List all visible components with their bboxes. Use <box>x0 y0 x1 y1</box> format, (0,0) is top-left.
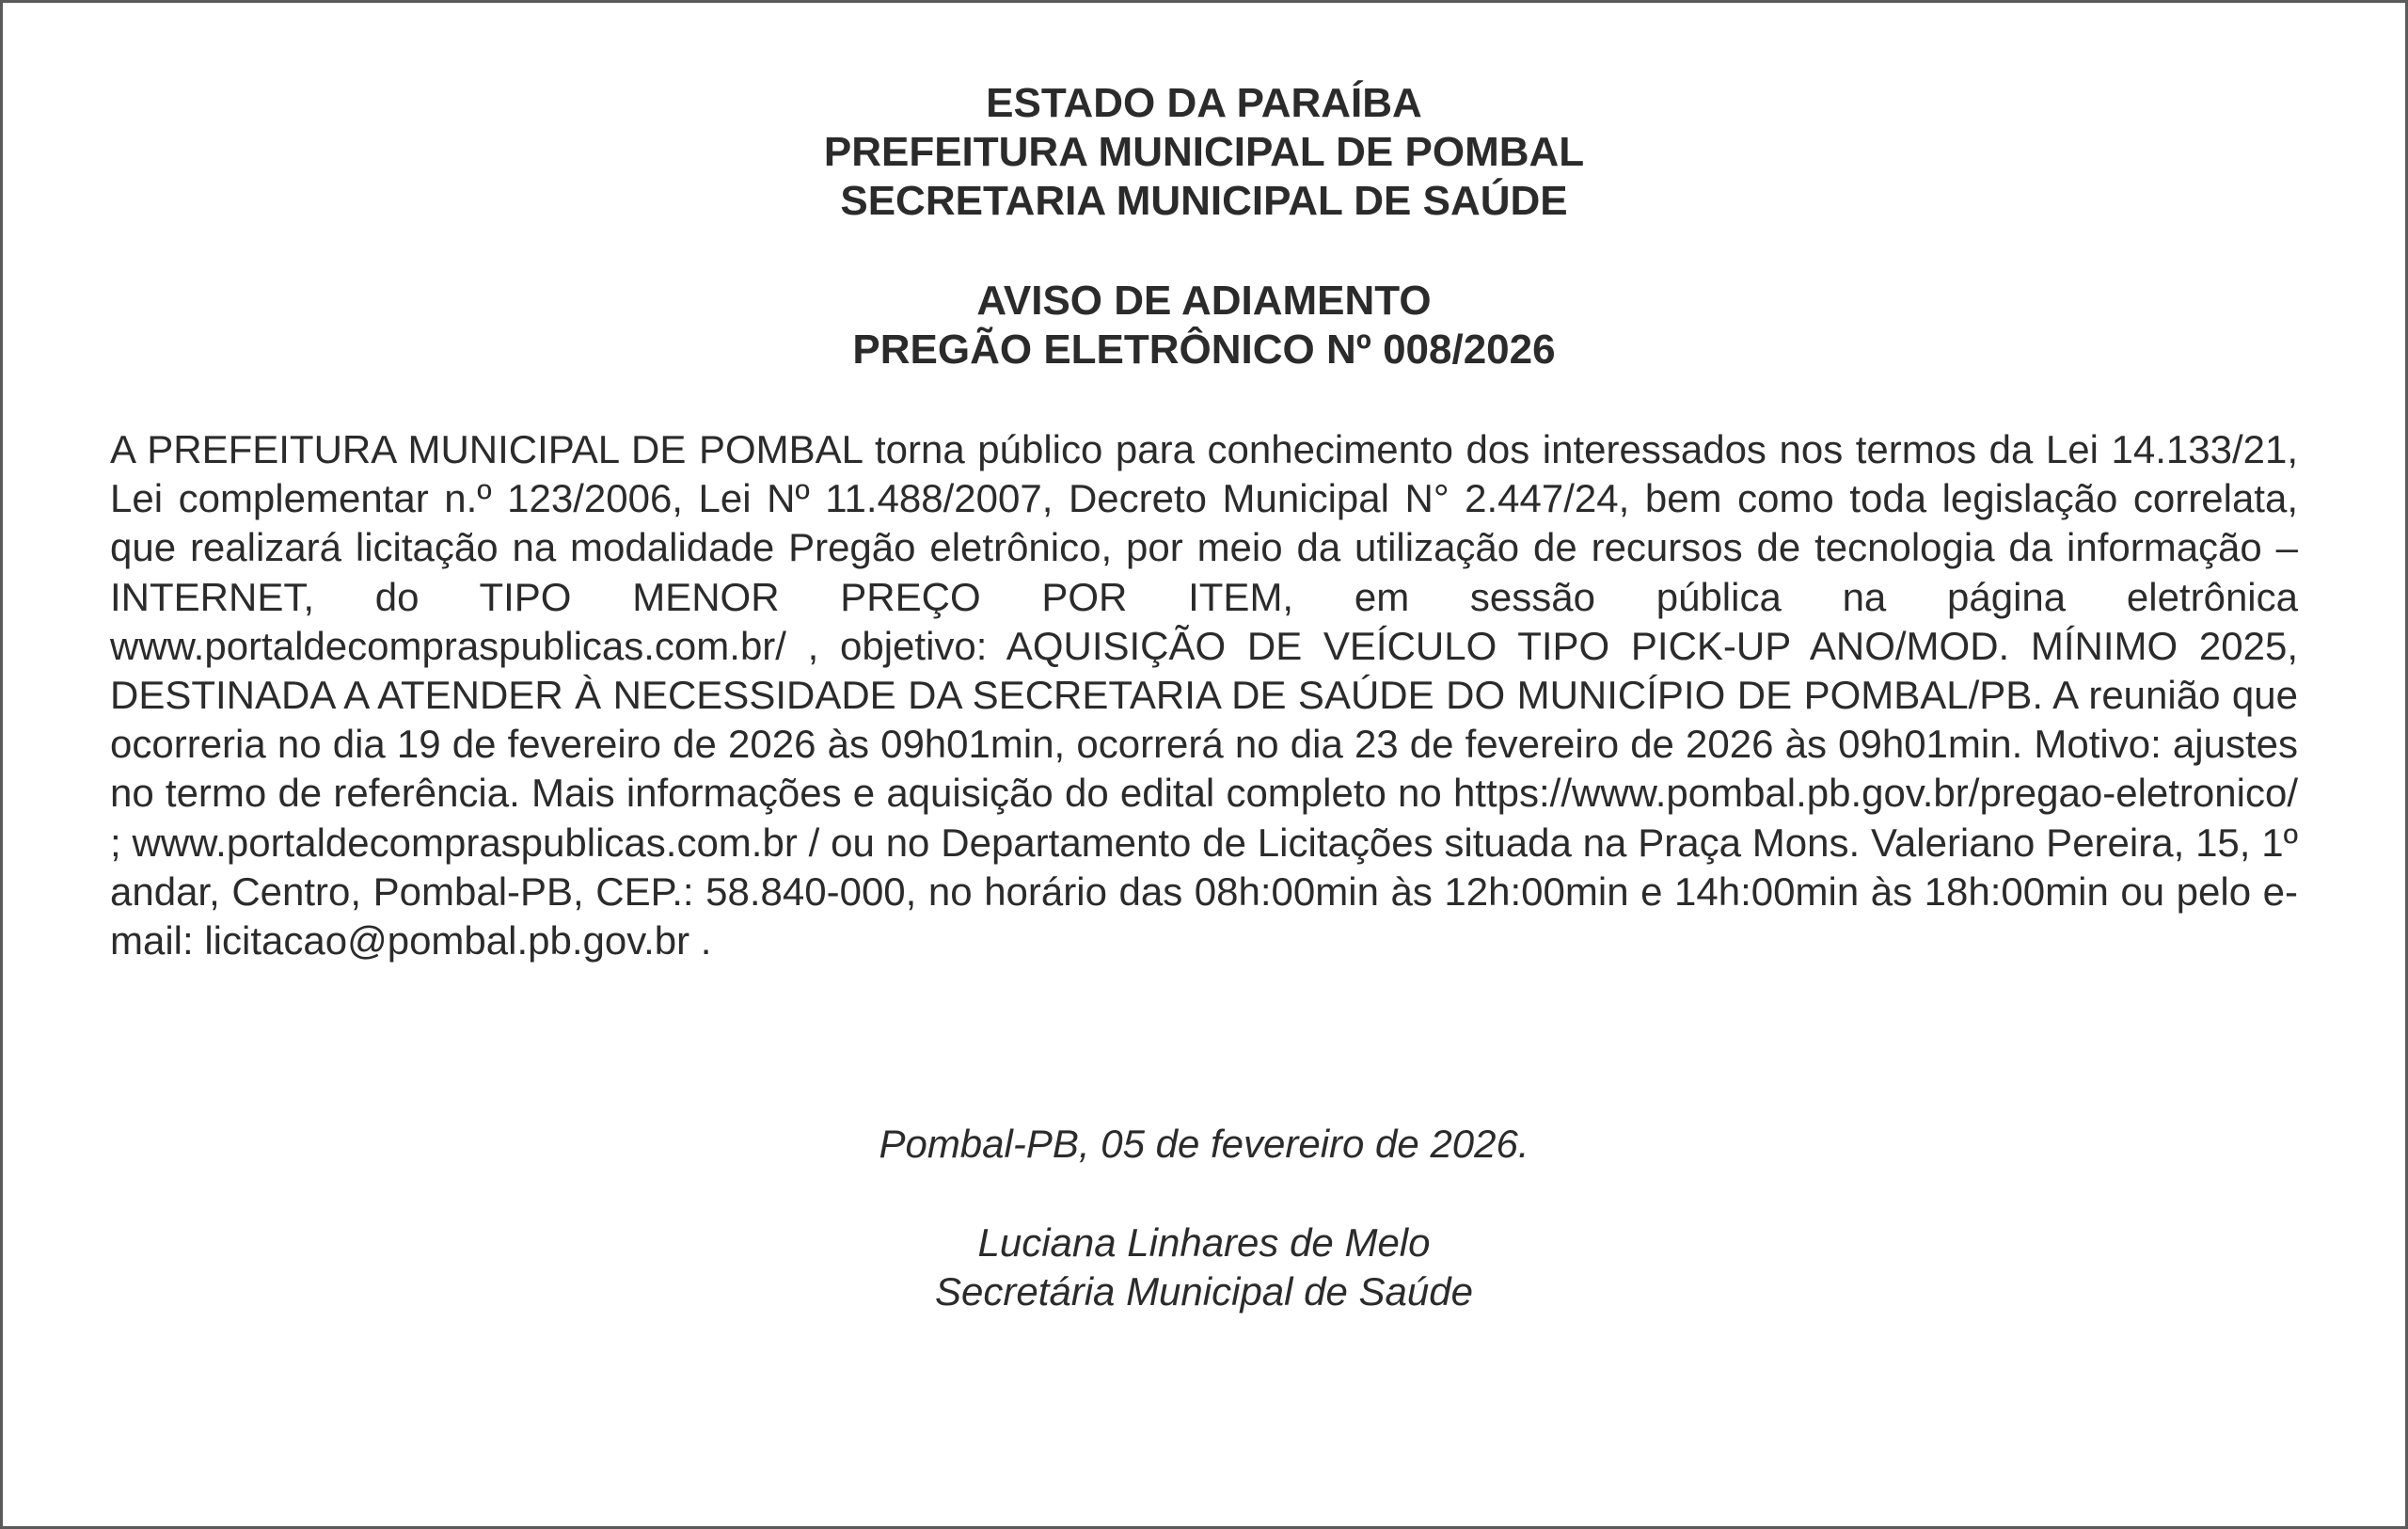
header-state: ESTADO DA PARAÍBA <box>986 80 1422 126</box>
notice-body: A PREFEITURA MUNICIPAL DE POMBAL torna público para conhecimento dos interessados nos termos da Lei 14.133/21, Lei complementar n.º 123/2006, Lei Nº 11.488/2007, Decreto Municipal N° 2.447/24, bem como toda legislação correlata, que realizará licitação na modalidade Pregão eletrônico, por meio da utilização de recursos de tecnologia da informação – INTERNET, do TIPO MENOR PREÇO POR ITEM, em sessão pública na página eletrônica www.portaldecompraspublicas.com.br/ , objetivo: AQUISIÇÃO DE VEÍCULO TIPO PICK-UP ANO/MOD. MÍNIMO 2025, DESTINADA A ATENDER À NECESSIDADE DA SECRETARIA DE SAÚDE DO MUNICÍPIO DE POMBAL/PB. A reunião que ocorreria no dia 19 de fevereiro de 2026 às 09h01min, ocorrerá no dia 23 de fevereiro de 2026 às 09h01min. Motivo: ajustes no termo de referência. Mais informações e aquisição do edital completo no https://www.pombal.pb.gov.br/pregao-eletronico/ ; www.portaldecompraspublicas.com.br / ou no Departamento de Licitações situada na Praça Mons. Valeriano Pereira, 15, 1º andar, Centro, Pombal-PB, CEP.: 58.840-000, no horário das 08h:00min às 12h:00min e 14h:00min às 18h:00min ou pelo e-mail: licitacao@pombal.pb.gov.br . <box>110 427 2298 964</box>
notice-title: AVISO DE ADIAMENTO <box>976 278 1432 324</box>
notice-subtitle: PREGÃO ELETRÔNICO Nº 008/2026 <box>852 327 1556 373</box>
signer-role: Secretária Municipal de Saúde <box>934 1269 1473 1314</box>
place-date: Pombal-PB, 05 de fevereiro de 2026. <box>879 1122 1529 1166</box>
header-city-hall: PREFEITURA MUNICIPAL DE POMBAL <box>823 129 1585 175</box>
header-organization <box>0 79 2408 226</box>
header-department: SECRETARIA MUNICIPAL DE SAÚDE <box>840 178 1568 224</box>
notice-heading <box>0 277 2408 374</box>
signer-name: Luciana Linhares de Melo <box>977 1220 1431 1265</box>
signature-block <box>0 1218 2408 1316</box>
